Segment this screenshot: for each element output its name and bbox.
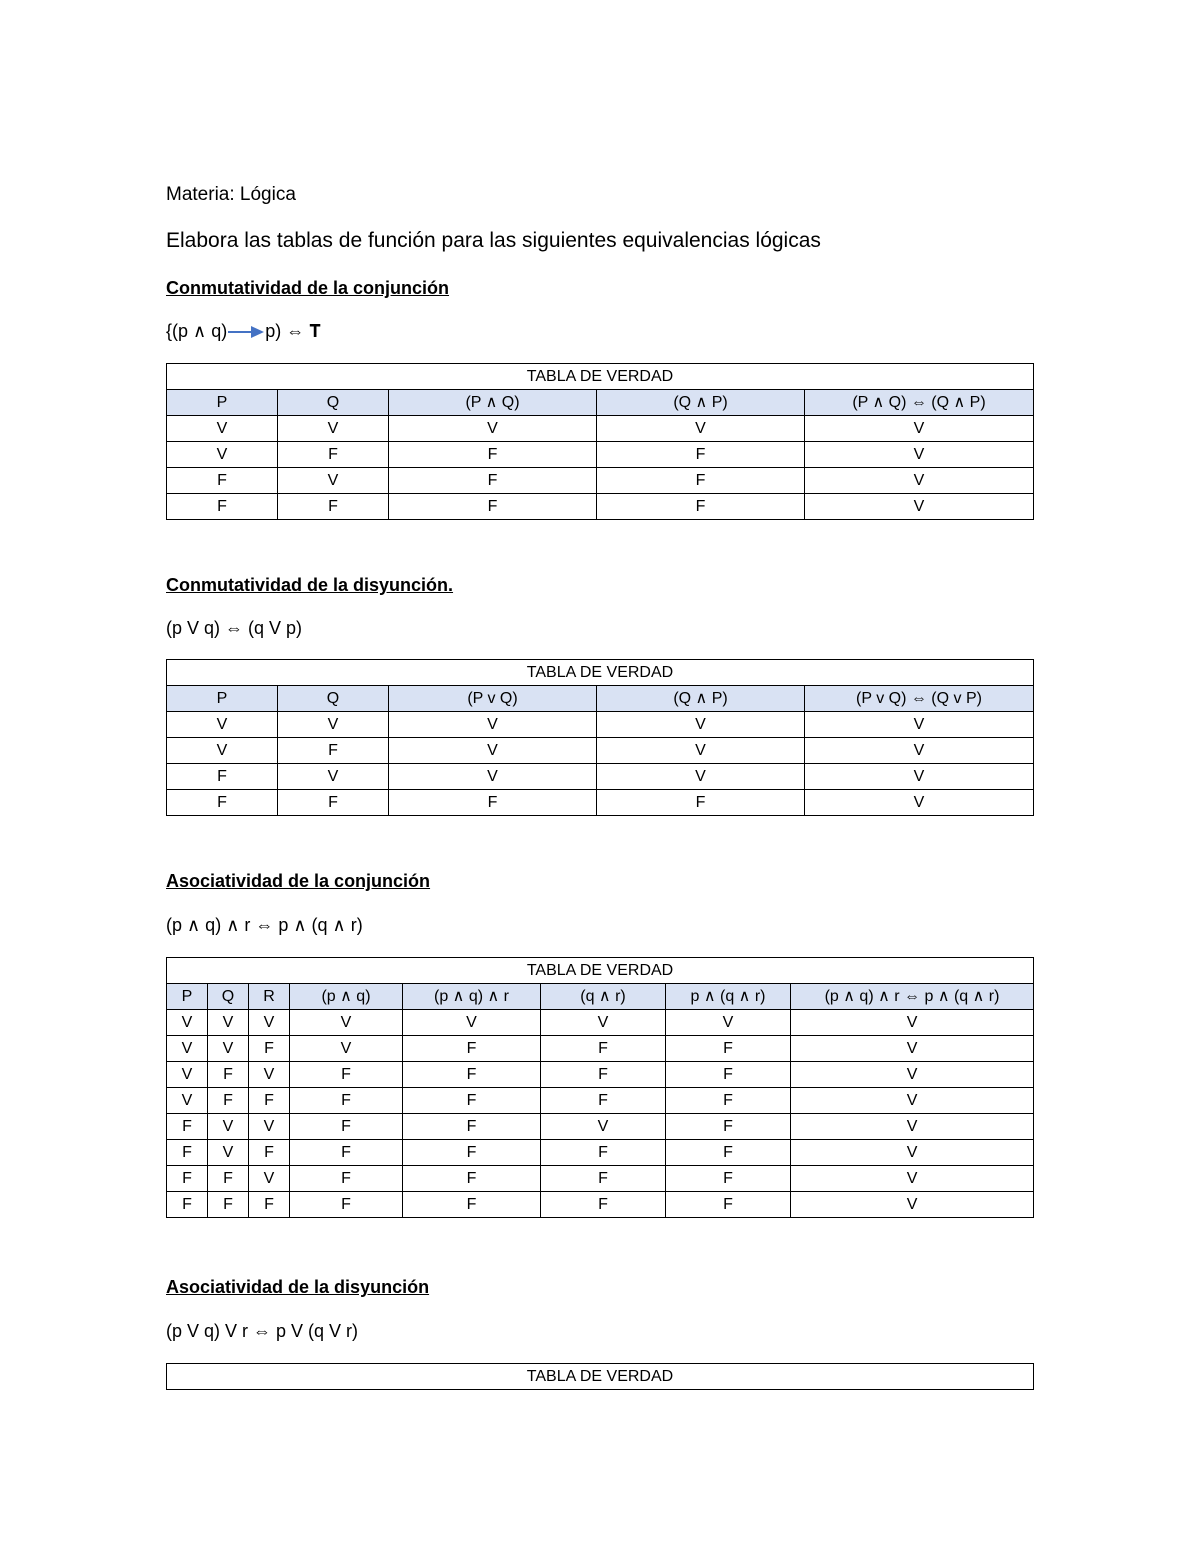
column-header: P <box>167 390 278 416</box>
column-header: (P ∧ Q) <box>389 390 597 416</box>
table-cell: F <box>541 1166 666 1192</box>
table-cell: F <box>666 1166 791 1192</box>
table-cell: F <box>403 1062 541 1088</box>
column-header: (q ∧ r) <box>541 984 666 1010</box>
table-cell: V <box>167 738 278 764</box>
table-caption-row <box>167 958 1034 984</box>
table-cell: F <box>208 1088 249 1114</box>
table-cell: V <box>249 1062 290 1088</box>
table-cell: V <box>278 764 389 790</box>
table-row <box>167 1192 1034 1218</box>
table-cell: F <box>167 1192 208 1218</box>
table-cell: V <box>666 1010 791 1036</box>
table-row <box>167 764 1034 790</box>
table-cell: V <box>389 764 597 790</box>
table-cell: F <box>290 1166 403 1192</box>
table-cell: V <box>791 1114 1034 1140</box>
table-cell: V <box>278 416 389 442</box>
table-caption-row <box>167 364 1034 390</box>
table-cell: F <box>666 1062 791 1088</box>
table-cell: F <box>278 442 389 468</box>
table-cell: V <box>805 712 1034 738</box>
table-cell: V <box>167 416 278 442</box>
table-cell: V <box>597 764 805 790</box>
table-cell: V <box>597 712 805 738</box>
table-cell: V <box>278 712 389 738</box>
table-cell: F <box>666 1114 791 1140</box>
section-heading: Asociatividad de la conjunción <box>166 871 431 891</box>
table-cell: F <box>597 790 805 816</box>
table-cell: V <box>791 1062 1034 1088</box>
table-row <box>167 790 1034 816</box>
table-title: TABLA DE VERDAD <box>167 364 1034 390</box>
subject-line: Materia: Lógica <box>166 184 296 205</box>
table-cell: F <box>666 1036 791 1062</box>
table-cell: F <box>541 1192 666 1218</box>
table-cell: V <box>167 1036 208 1062</box>
table-cell: F <box>249 1192 290 1218</box>
table-cell: V <box>791 1010 1034 1036</box>
table-header-row <box>167 984 1034 1010</box>
table-cell: F <box>249 1140 290 1166</box>
table-cell: F <box>403 1192 541 1218</box>
truth-table <box>166 363 1034 520</box>
table-cell: V <box>805 494 1034 520</box>
table-cell: F <box>403 1114 541 1140</box>
table-cell: V <box>167 1062 208 1088</box>
table-cell: F <box>597 494 805 520</box>
table-cell: F <box>167 1166 208 1192</box>
table-cell: V <box>805 790 1034 816</box>
column-header: (p ∧ q) ∧ r <box>403 984 541 1010</box>
table-cell: F <box>208 1192 249 1218</box>
table-cell: V <box>389 416 597 442</box>
table-header-row <box>167 686 1034 712</box>
table-row <box>167 738 1034 764</box>
column-header: P <box>167 984 208 1010</box>
column-header: Q <box>278 390 389 416</box>
table-row <box>167 416 1034 442</box>
column-header: (P v Q) ⇔ (Q v P) <box>805 686 1034 712</box>
table-cell: F <box>403 1088 541 1114</box>
table-cell: F <box>290 1140 403 1166</box>
truth-table <box>166 659 1034 816</box>
table-caption-row <box>167 1364 1034 1390</box>
table-cell: F <box>249 1088 290 1114</box>
table-header-row <box>167 390 1034 416</box>
table-cell: V <box>403 1010 541 1036</box>
section-heading: Conmutatividad de la disyunción. <box>166 575 454 595</box>
column-header: Q <box>208 984 249 1010</box>
table-cell: F <box>208 1062 249 1088</box>
formula: (p V q) ⇔ (q V p) <box>166 618 303 638</box>
table-row <box>167 1140 1034 1166</box>
column-header: (p ∧ q) <box>290 984 403 1010</box>
table-cell: V <box>805 738 1034 764</box>
column-header: R <box>249 984 290 1010</box>
table-cell: V <box>249 1114 290 1140</box>
table-cell: F <box>666 1088 791 1114</box>
table-title: TABLA DE VERDAD <box>167 660 1034 686</box>
table-cell: V <box>249 1166 290 1192</box>
table-row <box>167 712 1034 738</box>
table-cell: V <box>791 1166 1034 1192</box>
column-header: Q <box>278 686 389 712</box>
arrow-right-icon <box>227 324 265 340</box>
section-heading: Conmutatividad de la conjunción <box>166 278 450 298</box>
table-cell: V <box>791 1036 1034 1062</box>
table-cell: F <box>597 442 805 468</box>
table-cell: F <box>389 790 597 816</box>
table-row <box>167 468 1034 494</box>
table-cell: V <box>389 738 597 764</box>
table-cell: V <box>805 416 1034 442</box>
table-cell: V <box>541 1114 666 1140</box>
table-row <box>167 1062 1034 1088</box>
formula: (p V q) V r ⇔ p V (q V r) <box>166 1321 359 1341</box>
formula <box>166 321 321 342</box>
table-cell: F <box>290 1114 403 1140</box>
column-header: (P v Q) <box>389 686 597 712</box>
table-cell: V <box>805 442 1034 468</box>
table-cell: V <box>208 1114 249 1140</box>
table-cell: F <box>278 738 389 764</box>
table-cell: V <box>805 468 1034 494</box>
table-cell: F <box>403 1166 541 1192</box>
table-cell: F <box>541 1036 666 1062</box>
table-cell: V <box>208 1036 249 1062</box>
table-cell: V <box>208 1010 249 1036</box>
table-cell: F <box>666 1192 791 1218</box>
table-cell: F <box>389 468 597 494</box>
table-cell: V <box>805 764 1034 790</box>
table-cell: F <box>597 468 805 494</box>
instruction-title: Elabora las tablas de función para las siguientes equivalencias lógicas <box>166 229 821 252</box>
column-header: p ∧ (q ∧ r) <box>666 984 791 1010</box>
column-header: (Q ∧ P) <box>597 390 805 416</box>
table-cell: F <box>167 494 278 520</box>
formula-left: {(p ∧ q) <box>166 321 228 341</box>
table-cell: V <box>597 738 805 764</box>
table-cell: V <box>167 1010 208 1036</box>
table-title: TABLA DE VERDAD <box>167 1364 1034 1390</box>
table-row <box>167 442 1034 468</box>
table-cell: F <box>278 790 389 816</box>
table-row <box>167 1036 1034 1062</box>
table-cell: V <box>167 1088 208 1114</box>
table-row <box>167 1010 1034 1036</box>
table-row <box>167 1088 1034 1114</box>
formula-right: p) ⇔ 𝐓 <box>265 321 321 341</box>
table-cell: V <box>791 1192 1034 1218</box>
table-cell: V <box>167 442 278 468</box>
table-cell: V <box>208 1140 249 1166</box>
table-cell: F <box>541 1140 666 1166</box>
table-cell: F <box>167 468 278 494</box>
table-cell: V <box>167 712 278 738</box>
table-cell: F <box>541 1062 666 1088</box>
table-cell: F <box>278 494 389 520</box>
table-cell: F <box>541 1088 666 1114</box>
table-cell: V <box>290 1010 403 1036</box>
table-cell: V <box>249 1010 290 1036</box>
table-cell: F <box>290 1192 403 1218</box>
table-cell: F <box>167 790 278 816</box>
table-cell: V <box>278 468 389 494</box>
section-heading: Asociatividad de la disyunción <box>166 1277 430 1297</box>
table-cell: V <box>290 1036 403 1062</box>
table-cell: F <box>249 1036 290 1062</box>
truth-table <box>166 957 1034 1218</box>
table-cell: F <box>208 1166 249 1192</box>
table-cell: V <box>597 416 805 442</box>
column-header: (p ∧ q) ∧ r ⇔ p ∧ (q ∧ r) <box>791 984 1034 1010</box>
table-cell: F <box>389 494 597 520</box>
column-header: P <box>167 686 278 712</box>
table-cell: F <box>666 1140 791 1166</box>
formula: (p ∧ q) ∧ r ⇔ p ∧ (q ∧ r) <box>166 915 363 935</box>
table-cell: V <box>791 1140 1034 1166</box>
table-cell: F <box>290 1088 403 1114</box>
truth-table <box>166 1363 1034 1390</box>
table-row <box>167 1114 1034 1140</box>
table-cell: F <box>389 442 597 468</box>
table-row <box>167 494 1034 520</box>
column-header: (Q ∧ P) <box>597 686 805 712</box>
table-cell: V <box>541 1010 666 1036</box>
table-caption-row <box>167 660 1034 686</box>
table-cell: F <box>403 1036 541 1062</box>
column-header: (P ∧ Q) ⇔ (Q ∧ P) <box>805 390 1034 416</box>
table-row <box>167 1166 1034 1192</box>
table-cell: F <box>167 1140 208 1166</box>
table-title: TABLA DE VERDAD <box>167 958 1034 984</box>
table-cell: V <box>389 712 597 738</box>
table-cell: F <box>403 1140 541 1166</box>
table-cell: V <box>791 1088 1034 1114</box>
table-cell: F <box>167 1114 208 1140</box>
table-cell: F <box>167 764 278 790</box>
table-cell: F <box>290 1062 403 1088</box>
